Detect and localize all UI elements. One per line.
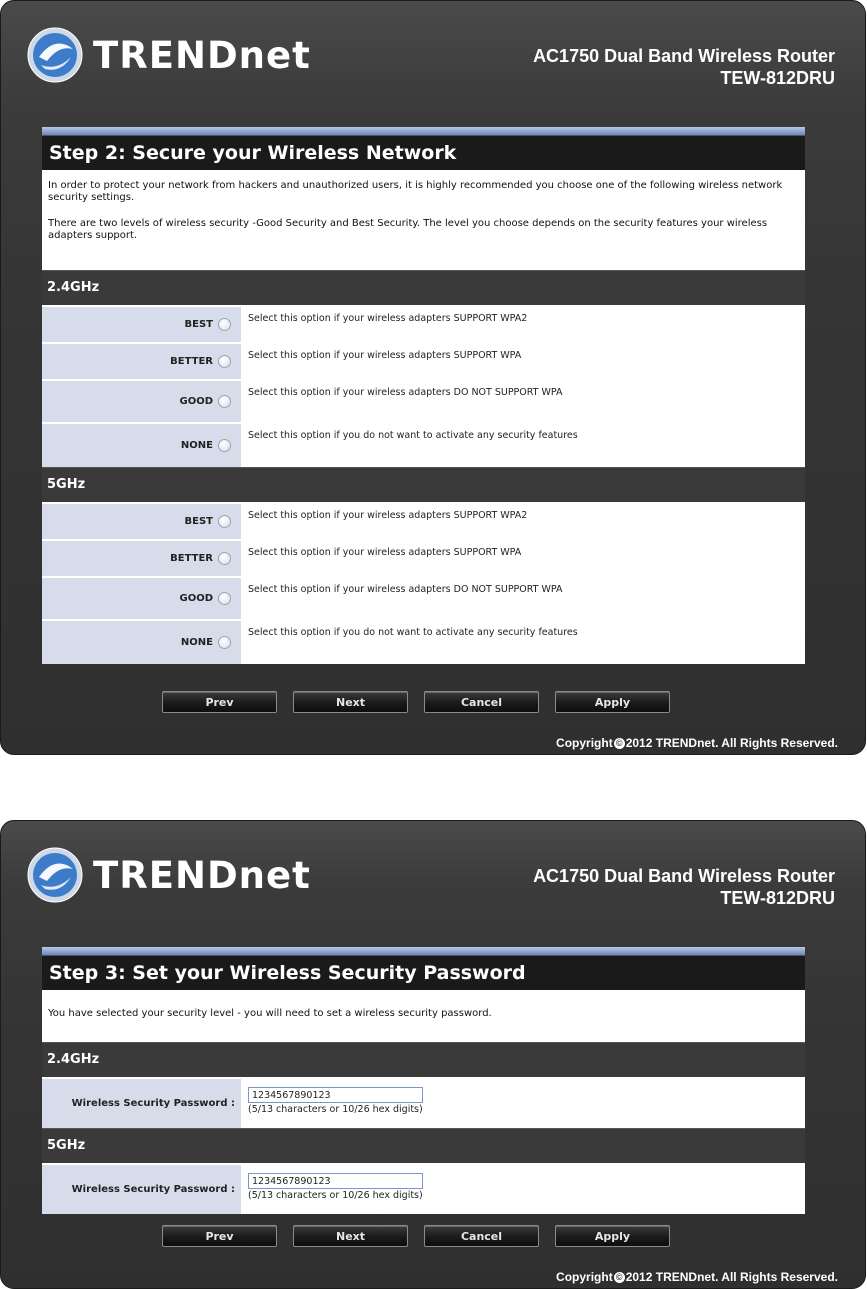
trendnet-logo <box>27 847 311 903</box>
option-label-text: GOOD <box>179 593 213 604</box>
button-bar <box>162 691 670 713</box>
copyright <box>556 736 838 750</box>
copyright <box>556 1270 838 1284</box>
password-value-cell <box>241 1079 805 1128</box>
page-title-bar <box>42 135 805 170</box>
option-label <box>42 344 241 379</box>
option-label <box>42 424 241 467</box>
option-description: Select this option if your wireless adapters DO NOT SUPPORT WPA <box>241 578 586 619</box>
option-row-best-2-4 <box>42 305 805 342</box>
page-title: Step 3: Set your Wireless Security Password <box>49 962 526 984</box>
option-label-text: NONE <box>180 637 213 648</box>
option-label <box>42 621 241 664</box>
option-label <box>42 381 241 422</box>
band-header-5ghz: 5GHz <box>42 1128 805 1163</box>
logo-text: TRENDnet <box>93 33 311 77</box>
password-hint: (5/13 characters or 10/26 hex digits) <box>248 1190 423 1201</box>
intro-text <box>42 990 805 1042</box>
option-row-best-5 <box>42 502 805 539</box>
radio-best-5[interactable] <box>218 515 231 528</box>
option-label-text: BEST <box>184 319 213 330</box>
option-label-text: GOOD <box>179 396 213 407</box>
product-model: TEW-812DRU <box>720 68 835 88</box>
radio-best-2-4[interactable] <box>218 318 231 331</box>
prev-button[interactable]: Prev <box>162 1225 277 1247</box>
copyright-prefix: Copyright <box>556 1270 613 1284</box>
radio-good-5[interactable] <box>218 592 231 605</box>
product-title: AC1750 Dual Band Wireless Router <box>533 46 835 66</box>
copyright-icon: © <box>614 1272 625 1283</box>
band-header-2-4ghz: 2.4GHz <box>42 270 805 305</box>
copyright-text: 2012 TRENDnet. All Rights Reserved. <box>625 1270 838 1284</box>
intro-paragraph-2: There are two levels of wireless security -Good Security and Best Security. The level you choose depends on the security features your wireless adapters support. <box>48 218 768 241</box>
password-input-5[interactable] <box>248 1173 423 1189</box>
apply-button[interactable]: Apply <box>555 1225 670 1247</box>
option-label <box>42 504 241 539</box>
radio-none-2-4[interactable] <box>218 439 231 452</box>
next-button[interactable]: Next <box>293 691 408 713</box>
option-label-text: NONE <box>180 440 213 451</box>
page-title-bar <box>42 955 805 990</box>
radio-none-5[interactable] <box>218 636 231 649</box>
password-row-5 <box>42 1163 805 1214</box>
option-label-text: BETTER <box>170 356 213 367</box>
option-description: Select this option if your wireless adapters SUPPORT WPA <box>241 344 805 379</box>
product-name <box>533 45 835 89</box>
password-hint: (5/13 characters or 10/26 hex digits) <box>248 1104 423 1115</box>
trendnet-logo-icon <box>27 27 83 83</box>
button-bar <box>162 1225 670 1247</box>
product-title: AC1750 Dual Band Wireless Router <box>533 866 835 886</box>
copyright-icon: © <box>614 738 625 749</box>
option-label-text: BEST <box>184 516 213 527</box>
page-title: Step 2: Secure your Wireless Network <box>49 142 457 164</box>
product-model: TEW-812DRU <box>720 888 835 908</box>
product-name <box>533 865 835 909</box>
option-description: Select this option if you do not want to activate any security features <box>241 424 586 467</box>
option-description: Select this option if your wireless adapters DO NOT SUPPORT WPA <box>241 381 586 422</box>
trendnet-logo <box>27 27 311 83</box>
intro-paragraph: You have selected your security level - you will need to set a wireless security password. <box>48 1008 492 1019</box>
accent-bar <box>42 947 805 955</box>
step3-panel <box>0 820 866 1289</box>
prev-button[interactable]: Prev <box>162 691 277 713</box>
option-label <box>42 307 241 342</box>
apply-button[interactable]: Apply <box>555 691 670 713</box>
radio-better-5[interactable] <box>218 552 231 565</box>
cancel-button[interactable]: Cancel <box>424 691 539 713</box>
option-label <box>42 541 241 576</box>
band-header-2-4ghz: 2.4GHz <box>42 1042 805 1077</box>
password-label: Wireless Security Password : <box>42 1165 241 1214</box>
password-row-2-4 <box>42 1077 805 1128</box>
step2-content <box>42 127 805 664</box>
intro-paragraph-1: In order to protect your network from hackers and unauthorized users, it is highly recommended you choose one of the following wireless network security settings. <box>48 180 783 203</box>
accent-bar <box>42 127 805 135</box>
radio-better-2-4[interactable] <box>218 355 231 368</box>
band-header-5ghz: 5GHz <box>42 467 805 502</box>
copyright-text: 2012 TRENDnet. All Rights Reserved. <box>625 736 838 750</box>
password-label: Wireless Security Password : <box>42 1079 241 1128</box>
step3-content <box>42 947 805 1214</box>
option-description: Select this option if your wireless adapters SUPPORT WPA2 <box>241 504 805 539</box>
radio-good-2-4[interactable] <box>218 395 231 408</box>
option-description: Select this option if you do not want to activate any security features <box>241 621 586 664</box>
copyright-prefix: Copyright <box>556 736 613 750</box>
password-input-2-4[interactable] <box>248 1087 423 1103</box>
option-row-good-5 <box>42 576 805 619</box>
option-description: Select this option if your wireless adapters SUPPORT WPA <box>241 541 805 576</box>
option-label <box>42 578 241 619</box>
password-value-cell <box>241 1165 805 1214</box>
option-row-none-5 <box>42 619 805 664</box>
cancel-button[interactable]: Cancel <box>424 1225 539 1247</box>
option-row-better-2-4 <box>42 342 805 379</box>
option-description: Select this option if your wireless adapters SUPPORT WPA2 <box>241 307 805 342</box>
option-row-none-2-4 <box>42 422 805 467</box>
next-button[interactable]: Next <box>293 1225 408 1247</box>
option-row-better-5 <box>42 539 805 576</box>
trendnet-logo-icon <box>27 847 83 903</box>
logo-text: TRENDnet <box>93 853 311 897</box>
option-label-text: BETTER <box>170 553 213 564</box>
option-row-good-2-4 <box>42 379 805 422</box>
intro-text <box>42 170 805 270</box>
